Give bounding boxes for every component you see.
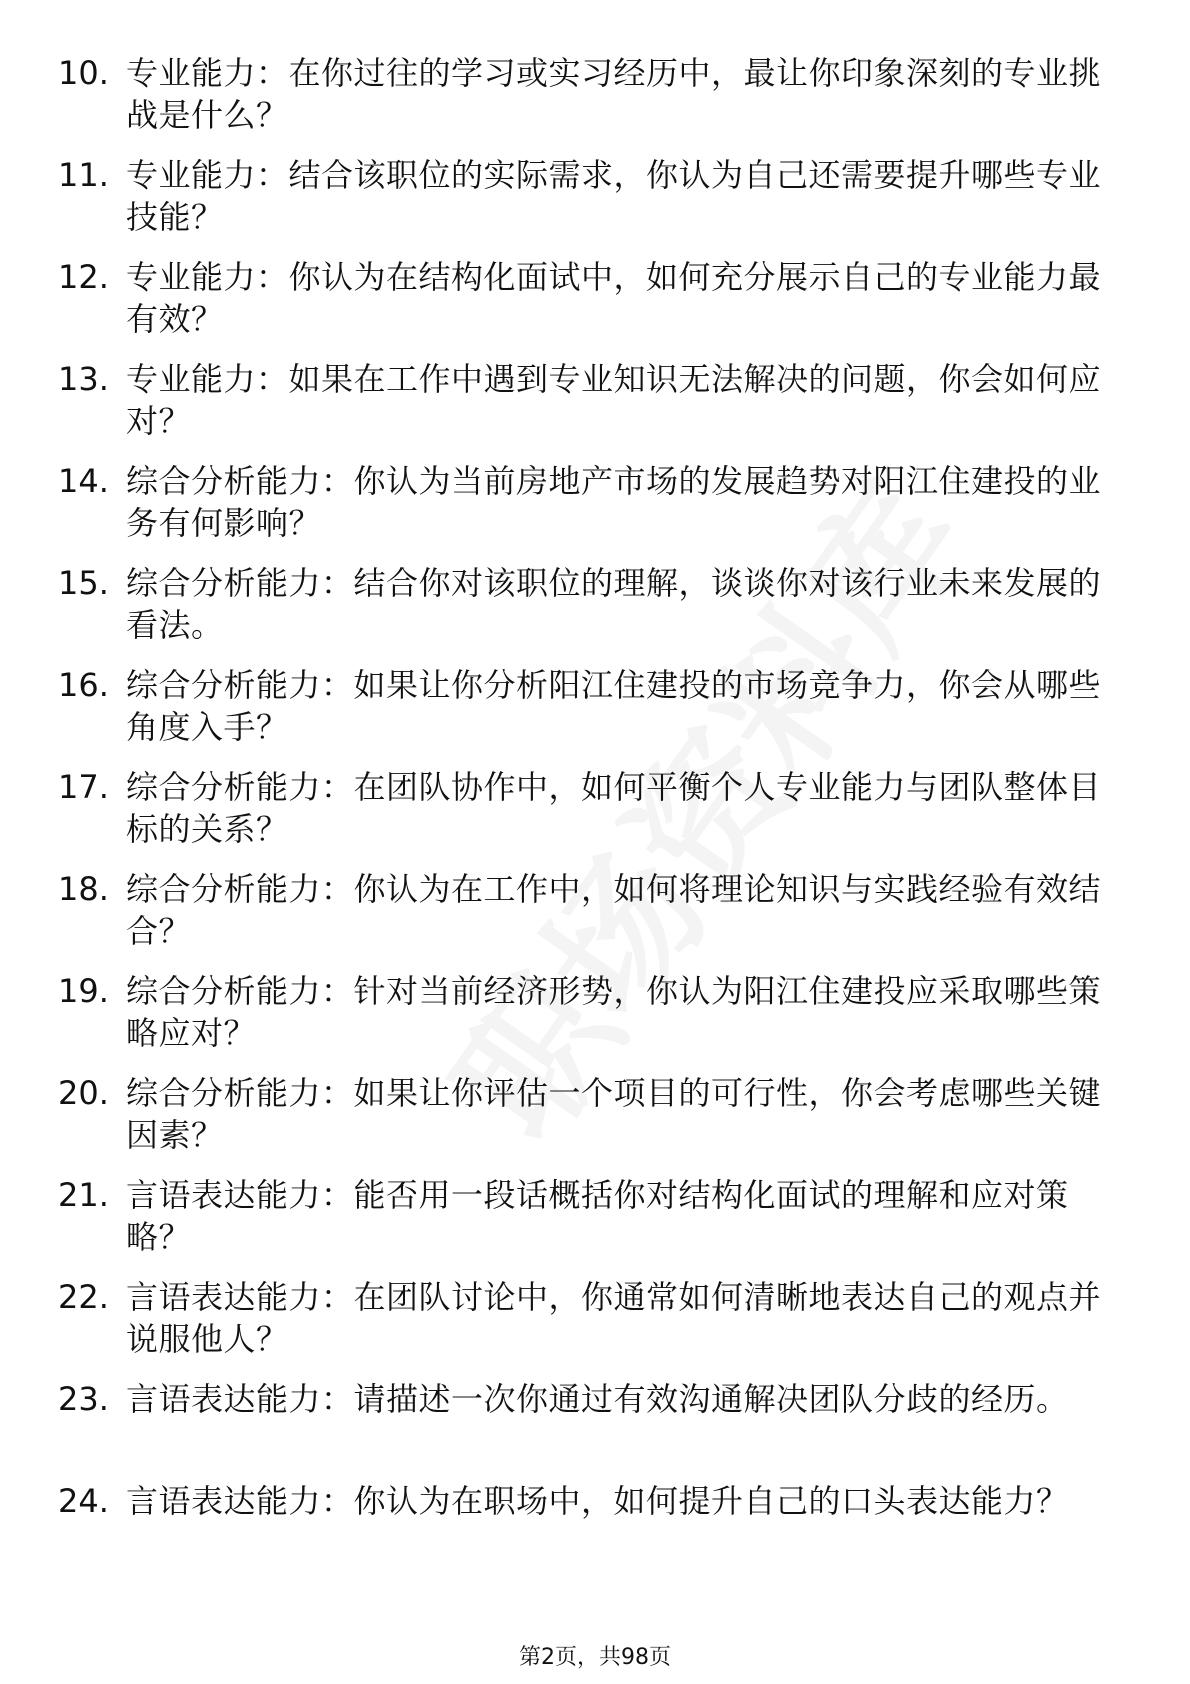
question-number: 11. <box>58 156 109 194</box>
question-number: 18. <box>58 870 109 908</box>
question-text: 综合分析能力：结合你对该职位的理解，谈谈你对该行业未来发展的看法。 <box>126 564 1102 644</box>
question-list <box>58 52 1108 1582</box>
question-number: 19. <box>58 972 109 1010</box>
question-text: 专业能力：如果在工作中遇到专业知识无法解决的问题，你会如何应对？ <box>126 360 1102 440</box>
question-item <box>58 1174 1108 1276</box>
page-footer: 第2页，共98页 <box>519 1645 671 1670</box>
question-text: 综合分析能力：你认为在工作中，如何将理论知识与实践经验有效结合？ <box>126 870 1102 950</box>
question-text: 综合分析能力：如果让你评估一个项目的可行性，你会考虑哪些关键因素？ <box>126 1074 1102 1154</box>
question-number: 24. <box>58 1482 109 1520</box>
question-item <box>58 562 1108 664</box>
question-text: 专业能力：在你过往的学习或实习经历中，最让你印象深刻的专业挑战是什么？ <box>126 54 1102 134</box>
question-number: 22. <box>58 1278 109 1316</box>
question-number: 17. <box>58 768 109 806</box>
question-text: 言语表达能力：能否用一段话概括你对结构化面试的理解和应对策略？ <box>126 1176 1069 1256</box>
question-number: 16. <box>58 666 109 704</box>
question-item <box>58 256 1108 358</box>
question-item <box>58 1072 1108 1174</box>
question-item <box>58 868 1108 970</box>
question-item <box>58 460 1108 562</box>
question-text: 专业能力：你认为在结构化面试中，如何充分展示自己的专业能力最有效？ <box>126 258 1102 338</box>
question-text: 专业能力：结合该职位的实际需求，你认为自己还需要提升哪些专业技能？ <box>126 156 1102 236</box>
question-item <box>58 664 1108 766</box>
question-number: 21. <box>58 1176 109 1214</box>
question-item <box>58 1276 1108 1378</box>
question-text: 综合分析能力：如果让你分析阳江住建投的市场竞争力，你会从哪些角度入手？ <box>126 666 1102 746</box>
question-number: 14. <box>58 462 109 500</box>
question-number: 23. <box>58 1380 109 1418</box>
question-text: 言语表达能力：在团队讨论中，你通常如何清晰地表达自己的观点并说服他人？ <box>126 1278 1102 1358</box>
question-text: 综合分析能力：你认为当前房地产市场的发展趋势对阳江住建投的业务有何影响？ <box>126 462 1102 542</box>
question-item <box>58 52 1108 154</box>
question-number: 13. <box>58 360 109 398</box>
question-item <box>58 766 1108 868</box>
question-item <box>58 358 1108 460</box>
question-item <box>58 1480 1108 1582</box>
question-text: 综合分析能力：针对当前经济形势，你认为阳江住建投应采取哪些策略应对？ <box>126 972 1102 1052</box>
question-item <box>58 154 1108 256</box>
question-text: 言语表达能力：你认为在职场中，如何提升自己的口头表达能力？ <box>126 1482 1069 1520</box>
question-number: 10. <box>58 54 109 92</box>
question-number: 20. <box>58 1074 109 1112</box>
question-item <box>58 970 1108 1072</box>
question-item <box>58 1378 1108 1480</box>
question-text: 言语表达能力：请描述一次你通过有效沟通解决团队分歧的经历。 <box>126 1380 1069 1418</box>
question-number: 12. <box>58 258 109 296</box>
question-text: 综合分析能力：在团队协作中，如何平衡个人专业能力与团队整体目标的关系？ <box>126 768 1102 848</box>
question-number: 15. <box>58 564 109 602</box>
